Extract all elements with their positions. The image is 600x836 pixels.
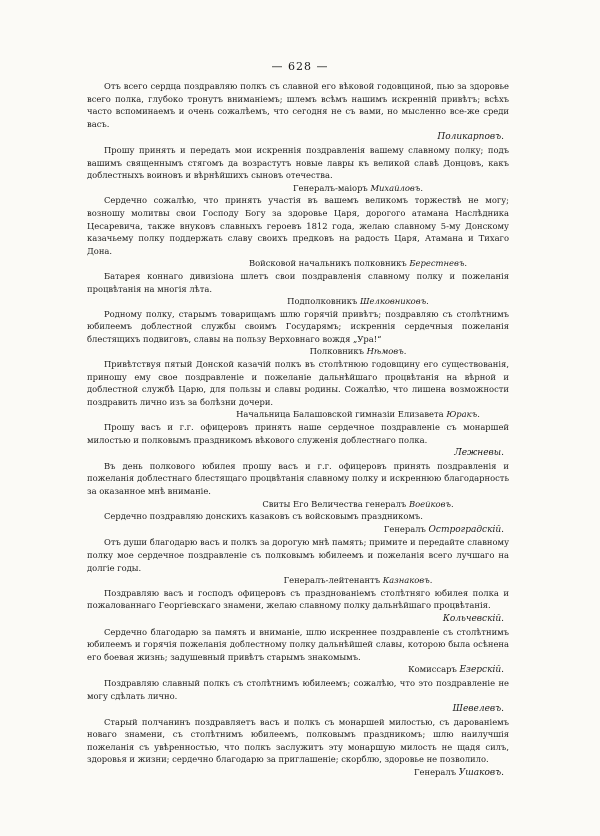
message-text: Сердечно благодарю за память и вниманіе, шлю искреннее поздравленіе съ столѣтнимъ юбилеемъ и горячія пожеланія доблестному полку дальнѣйшей славы, которою была осѣнена его боевая жизнь; задушевный привѣтъ старымъ знакомымъ.: [87, 626, 509, 662]
message-text: Поздравляю славный полкъ съ столѣтнимъ юбилеемъ; сожалѣю, что это поздравленіе не могу сдѣлать лично.: [87, 677, 509, 701]
message-text: Отъ души благодарю васъ и полкъ за дорогую мнѣ память; примите и передайте славному полку мое сердечное поздравленіе съ полковымъ юбилеемъ и пожеланія всего лучшаго на долгіе годы.: [87, 537, 509, 573]
signature-name: Берестневъ.: [409, 258, 468, 269]
signature: Подполковникъ Шелковниковъ.: [287, 296, 429, 307]
message-text: Привѣтствуя пятый Донской казачій полкъ въ столѣтнюю годовщину его существованія, приношу ему свое поздравленіе и пожеланіе дальнѣйшаго процвѣтанія на вѣрной и доблестной службѣ Царю, для пользы и славы родины. Сожалѣю, что лишена возможности поздравить лично изъ за болѣзни дочери.: [87, 359, 509, 407]
message-text: Старый полчанинъ поздравляетъ васъ и полкъ съ монаршей милостью, съ дарованіемъ новаго знамени, съ столѣтнимъ юбилеемъ, полковымъ праздникомъ; шлю наилучшія пожеланія съ увѣренностью, что полкъ заслужитъ эту монаршую милость не щадя силъ, здоровья и жизни; сердечно благодарю за приглашеніе; скорблю, здоровье не позволило.: [87, 716, 509, 765]
signature-name: Воейковъ.: [408, 498, 454, 509]
signature: Генералъ Остроградскій.: [383, 523, 504, 535]
signature: Войсковой начальникъ полковникъ Берестневъ.: [248, 258, 468, 269]
message-text: Прошу васъ и г.г. офицеровъ принять наше сердечное поздравленіе съ монаршей милостью и полковымъ праздникомъ вѣкового служенія доблестнаго полка.: [87, 422, 509, 445]
signature-name: Шевелевъ.: [452, 704, 504, 715]
message-text: Сердечно поздравляю донскихъ казаковъ съ войсковымъ праздникомъ.: [104, 511, 423, 522]
message-text: Родному полку, старымъ товарищамъ шлю горячій привѣтъ; поздравляю съ столѣтнимъ юбилеемъ доблестной службы своимъ Государямъ; искреннія сердечныя пожеланія блестящихъ подвиговъ, славы на пользу Верховнаго вождя „Ура!“: [87, 308, 509, 344]
signature: Начальница Балашовской гимназіи Елизавета Юракъ.: [236, 409, 480, 420]
signature-name: Казнаковъ.: [382, 575, 433, 586]
signature: Свиты Его Величества генералъ Воейковъ.: [262, 498, 454, 509]
signature: Полковникъ Нѣмовъ.: [309, 346, 407, 357]
signature: [87, 702, 509, 716]
signature-name: Ушаковъ.: [458, 768, 504, 779]
message-text: Прошу принять и передать мои искреннія поздравленія вашему славному полку; подъ вашимъ священнымъ стягомъ да возрастутъ новые лавры къ великой славѣ Донцовъ, какъ доблестныхъ воиновъ и вѣрнѣйшихъ сыновъ отечества.: [87, 144, 509, 181]
signature-name: Лежневы.: [454, 448, 504, 459]
signature-name: Езерскій.: [459, 665, 504, 676]
message-text: Отъ всего сердца поздравляю полкъ съ славной его вѣковой годовщиной, пью за здоровье всего полка, глубоко тронутъ вниманіемъ; шлемъ всѣмъ нашимъ искренній привѣтъ; всѣхъ часто вспоминаемъ и очень сожалѣемъ, что сегодня не съ вами, но мысленно все-же среди васъ.: [87, 81, 509, 129]
message-text: Батарея коннаго дивизіона шлетъ свои поздравленія славному полку и пожеланія процвѣтанія на многія лѣта.: [87, 270, 509, 294]
signature-name: Остроградскій.: [428, 524, 504, 535]
signature-name: Поликарповъ.: [437, 132, 504, 143]
page-number: — 628 —: [271, 60, 329, 73]
signature: Комиссаръ Езерскій.: [408, 664, 504, 676]
signature: Генералъ Ушаковъ.: [413, 767, 504, 779]
signature: Генералъ-лейтенантъ Казнаковъ.: [283, 575, 433, 586]
signature: [87, 446, 509, 460]
signature: Генералъ-маіоръ Михайловъ.: [292, 182, 424, 193]
signature-name: Михайловъ.: [370, 182, 424, 193]
signature-name: Нѣмовъ.: [366, 346, 407, 357]
signature: [87, 612, 509, 626]
message-text: Въ день полкового юбилея прошу васъ и г.г. офицеровъ принять поздравленія и пожеланія доблестнаго блестящаго процвѣтанія славному полку и искреннюю благодарность за оказанное мнѣ вниманіе.: [87, 460, 509, 496]
signature: [87, 130, 509, 144]
signature-name: Шелковниковъ.: [360, 296, 429, 307]
signature-name: Юракъ.: [446, 409, 480, 420]
message-text: Поздравляю васъ и господъ офицеровъ съ празднованіемъ столѣтняго юбилея полка и пожалованнаго Георгіевскаго знамени, желаю славному полку дальнѣйшаго процвѣтанія.: [87, 587, 509, 611]
message-text: Сердечно сожалѣю, что принять участія въ вашемъ великомъ торжествѣ не могу; возношу молитвы свои Господу Богу за здоровье Царя, дорогого атамана Наслѣдника Цесаревича, также внуковъ славныхъ героевъ 1812 года, желаю славному 5-му Донскому казачьему полку поддержать славу своихъ предковъ на радость Царя, Атамана и Тихаго Дона.: [87, 195, 509, 256]
signature-name: Кольчевскій.: [442, 613, 504, 624]
page-content: [87, 80, 509, 780]
